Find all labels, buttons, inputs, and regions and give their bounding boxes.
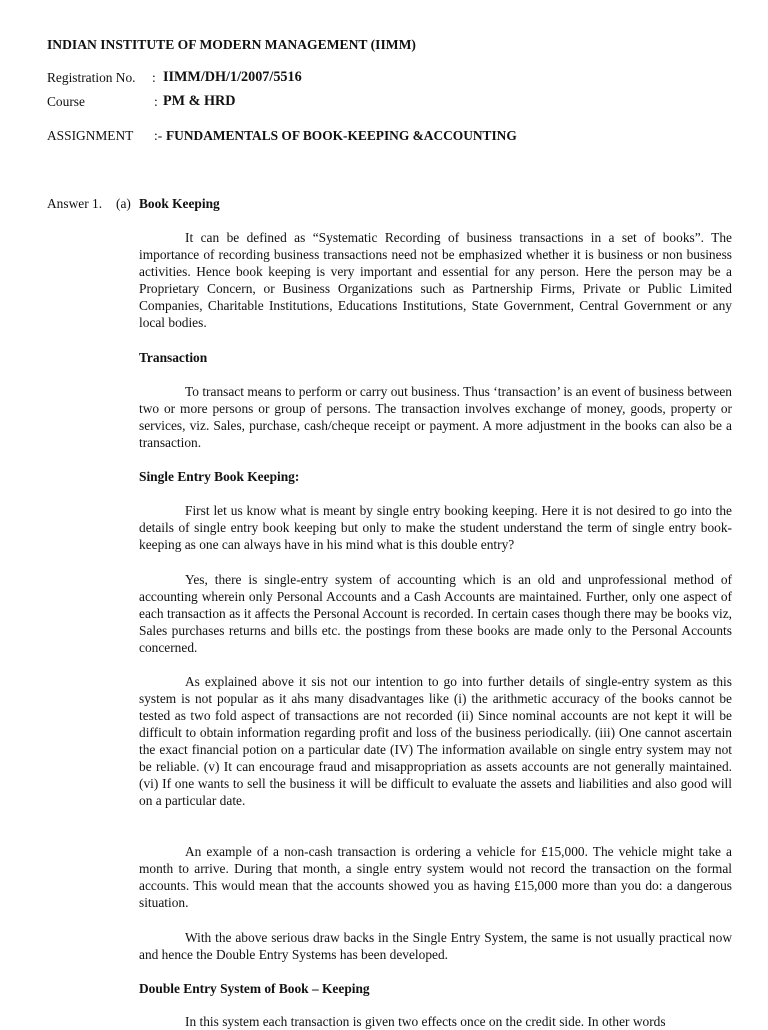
section-heading-double-entry — [139, 980, 732, 997]
course-label: Course — [47, 94, 85, 109]
heading-text: Transaction — [139, 350, 208, 365]
paragraph-example — [139, 843, 732, 911]
assignment-separator: :- — [154, 128, 163, 143]
answer-label: Answer 1. — [47, 196, 103, 211]
course-separator: : — [154, 94, 158, 109]
paragraph-drawbacks — [139, 929, 732, 963]
registration-value: IIMM/DH/1/2007/5516 — [163, 69, 302, 85]
paragraph-text: Yes, there is single-entry system of accounting which is an old and unprofessional method of accounting wherein only Personal Accounts and a Cash Accounts are maintained. Further, only one aspect of each transaction as it affects the Personal Account is recorded. In certain cases though there may be books viz, Sales purchases returns and bills etc. the postings from these books are made only to the Personal Accounts concerned. — [139, 572, 732, 655]
paragraph-text: First let us know what is meant by single entry booking keeping. Here it is not desired to go into the details of single entry book keeping but only to make the student understand the term of single entry book-keeping as one can always have in his mind what is this double entry? — [139, 503, 732, 552]
registration-separator: : — [152, 70, 156, 85]
registration-label: Registration No. — [47, 70, 136, 85]
paragraph-single-entry-system — [139, 571, 732, 656]
paragraph-text: As explained above it sis not our intention to go into further details of single-entry system as this system is not popular as it ahs many disadvantages like (i) the arithmetic accuracy of the books cannot be tested as two fold aspect of transactions are not recorded (ii) Since nominal accounts are not kept it will be difficult to obtain information regarding profit and loss of the business periodically. (iii) One cannot ascertain the exact financial potion on a particular date (IV) The information available on single entry system may not be reliable. (v) It can encourage fraud and misappropriation as assets accounts are not generally maintained. (vi) If one wants to sell the business it will be difficult to evaluate the assets and liabilities and also good will on a particular date. — [139, 674, 732, 808]
answer-part: (a) — [116, 196, 131, 211]
heading-text: Double Entry System of Book – Keeping — [139, 981, 370, 996]
paragraph-transaction — [139, 383, 732, 451]
paragraph-double-entry — [139, 1013, 732, 1030]
course-value: PM & HRD — [163, 93, 236, 109]
assignment-value: FUNDAMENTALS OF BOOK-KEEPING &ACCOUNTING — [166, 128, 517, 143]
assignment-label: ASSIGNMENT — [47, 128, 134, 143]
section-heading-single-entry — [139, 468, 732, 485]
institute-title: INDIAN INSTITUTE OF MODERN MANAGEMENT (IIMM) — [47, 37, 416, 52]
paragraph-text: With the above serious draw backs in the Single Entry System, the same is not usually practical now and hence the Double Entry Systems has been developed. — [139, 930, 732, 962]
paragraph-text: To transact means to perform or carry out business. Thus ‘transaction’ is an event of business between two or more persons or group of persons. The transaction involves exchange of money, goods, property or services, viz. Sales, purchase, cash/cheque receipt or payment. A more adjustment in the books can also be a transaction. — [139, 384, 732, 450]
paragraph-text: An example of a non-cash transaction is ordering a vehicle for £15,000. The vehicle might take a month to arrive. During that month, a single entry system would not record the transaction on the formal accounts. This would mean that the accounts showed you as having £15,000 more than you do: a dangerous situation. — [139, 844, 732, 910]
paragraph-disadvantages — [139, 673, 732, 809]
paragraph-single-entry-intro — [139, 502, 732, 553]
section-heading-book-keeping: Book Keeping — [139, 196, 220, 211]
heading-text: Single Entry Book Keeping: — [139, 469, 300, 484]
paragraph-text: In this system each transaction is given two effects once on the credit side. In other words — [185, 1014, 666, 1029]
section-heading-transaction — [139, 349, 732, 366]
paragraph-text: It can be defined as “Systematic Recording of business transactions in a set of books”. The importance of recording business transactions need not be emphasized whether it is business or non business activities. Hence book keeping is very important and essential for any person. Here the person may be a Proprietary Concern, or Business Organizations such as Partnership Firms, Private or Public Limited Companies, Charitable Institutions, Educations Institutions, State Government, Central Government or any local bodies. — [139, 230, 732, 330]
paragraph-definition — [139, 229, 732, 331]
